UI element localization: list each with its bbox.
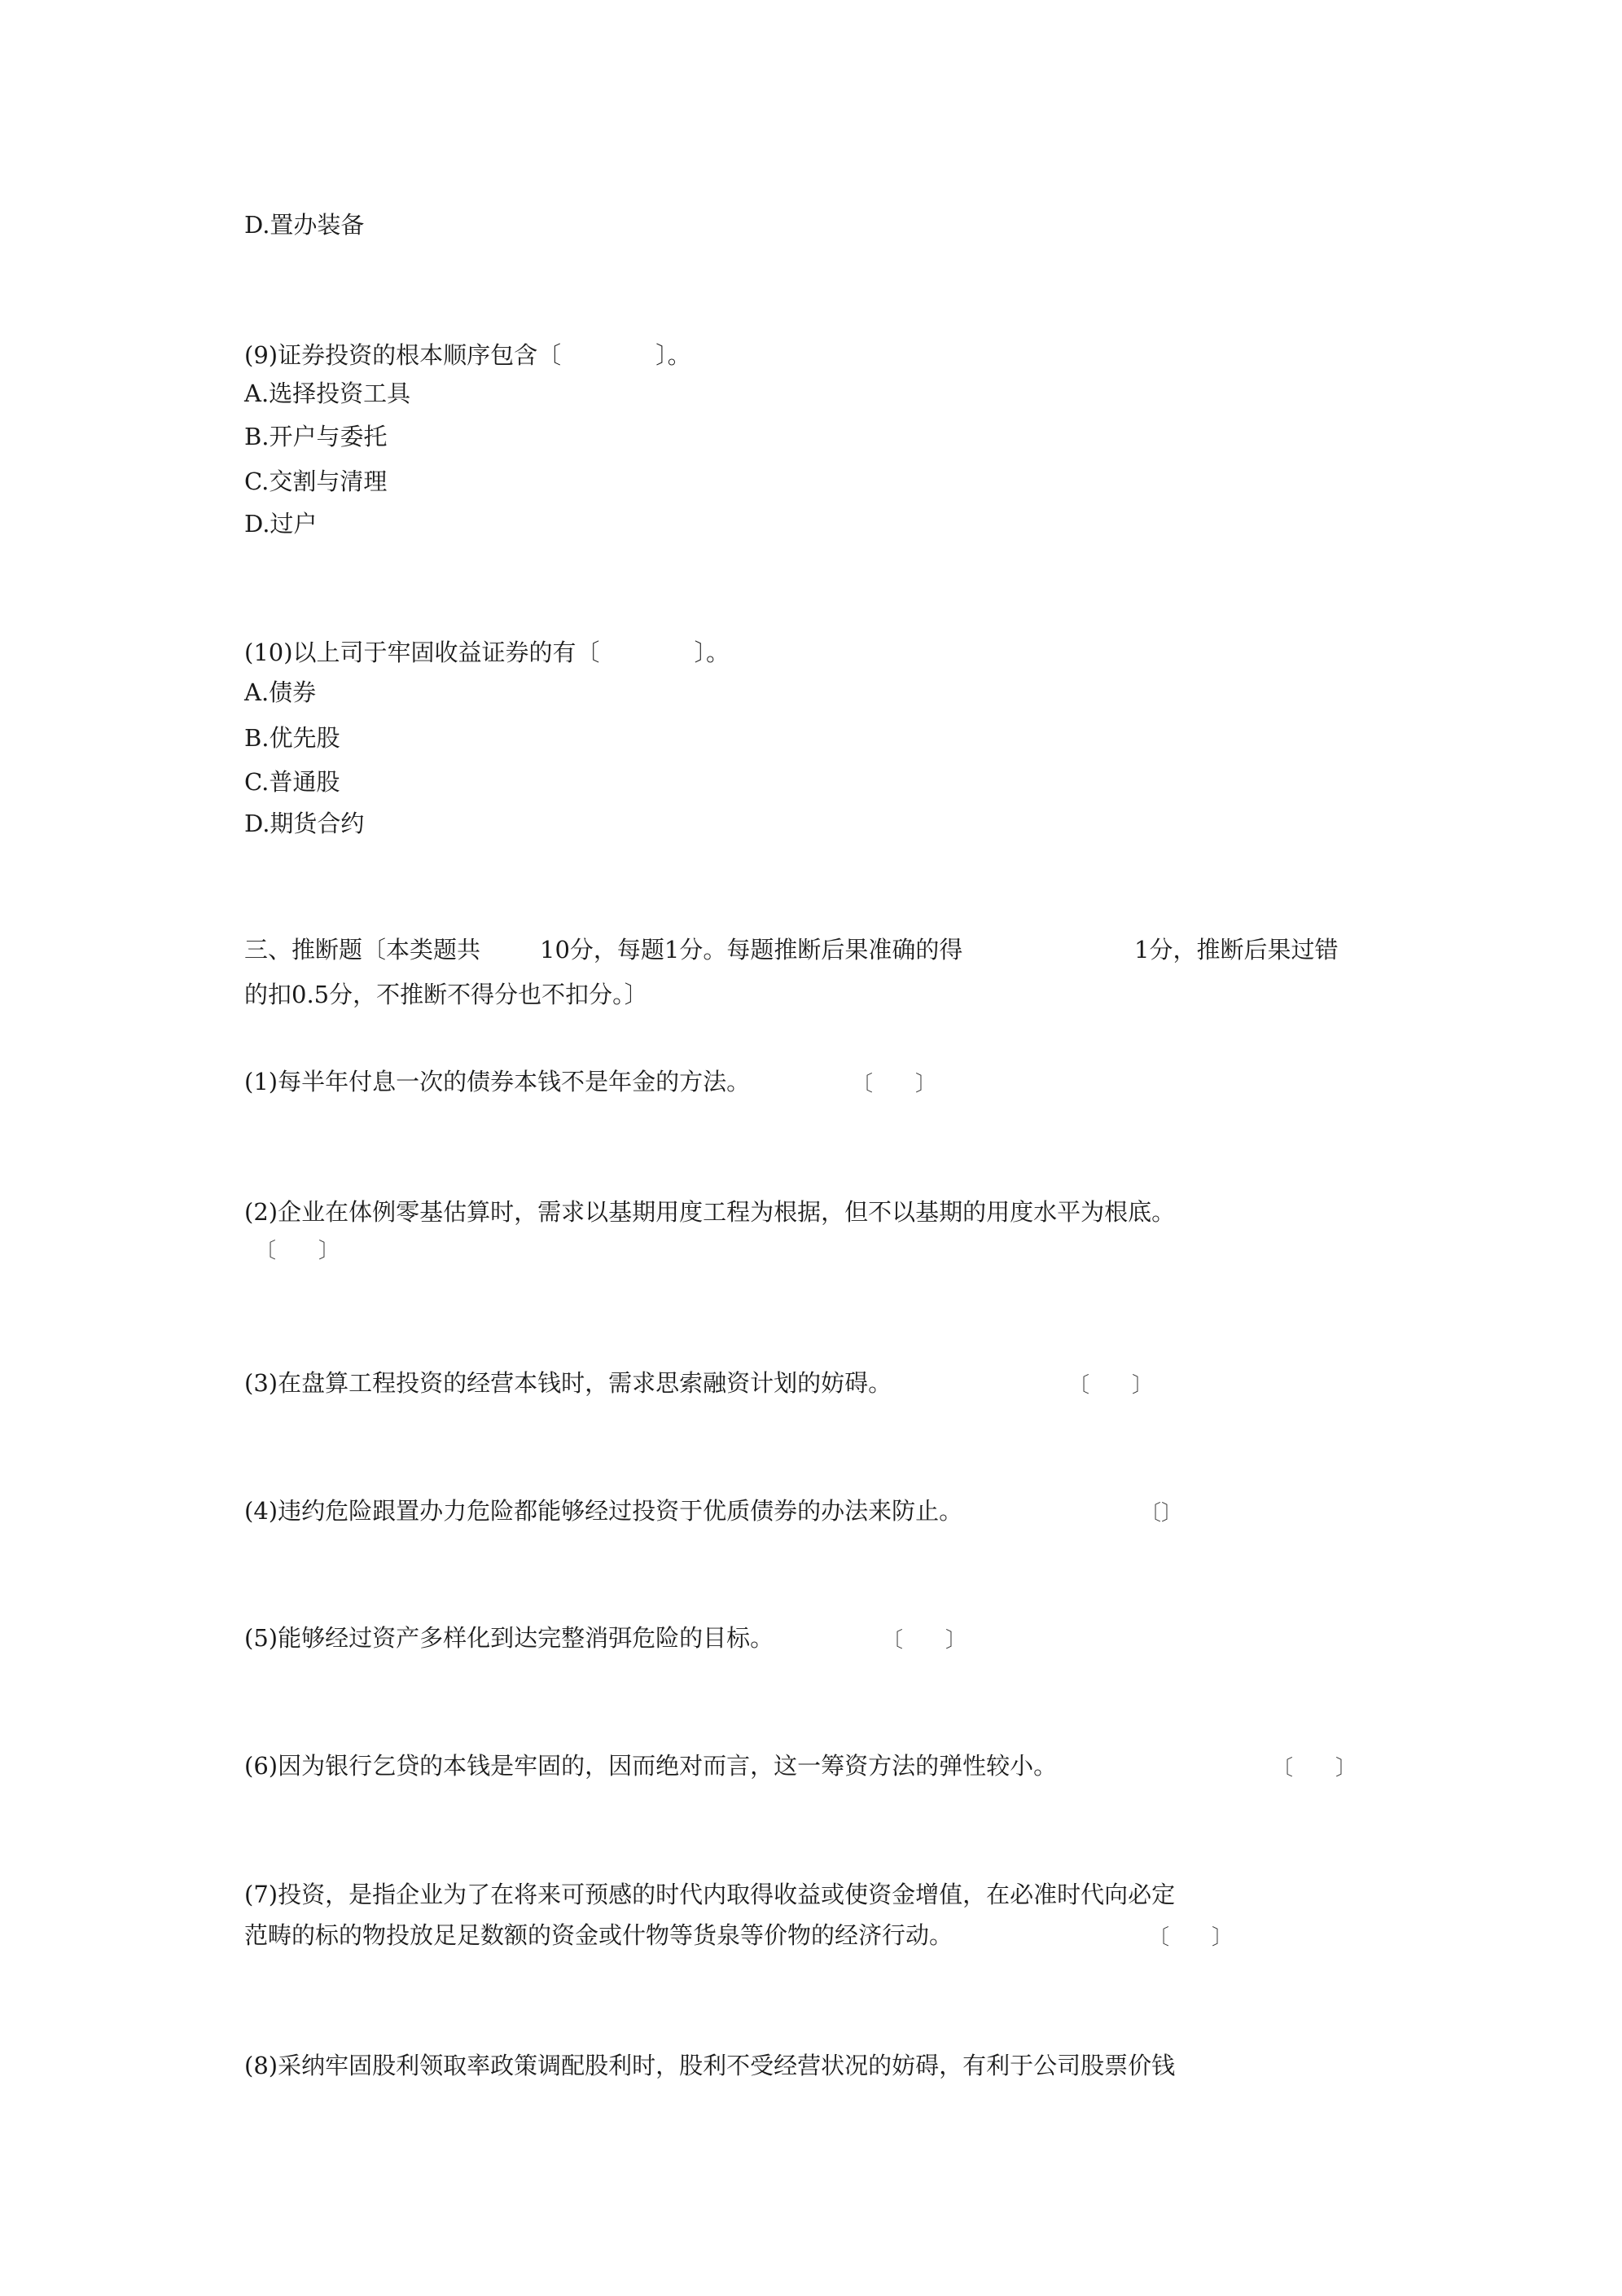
- q10-option-b: B.优先股: [244, 724, 340, 752]
- answer-blank-2[interactable]: 〔 〕: [255, 1239, 340, 1263]
- judgment-5: (5)能够经过资产多样化到达完整消弭危险的目标。: [244, 1624, 774, 1652]
- q10-option-a: A.债券: [244, 678, 317, 706]
- judgment-1: (1)每半年付息一次的债券本钱不是年金的方法。: [244, 1068, 751, 1095]
- q9-option-c: C.交割与清理: [244, 468, 388, 495]
- q9-option-a: A.选择投资工具: [244, 380, 411, 407]
- answer-blank-5[interactable]: 〔 〕: [882, 1628, 967, 1653]
- judgment-4: (4)违约危险跟置办力危险都能够经过投资于优质债券的办法来防止。: [244, 1497, 963, 1525]
- q10-option-c: C.普通股: [244, 768, 340, 796]
- q10-option-d: D.期货合约: [244, 810, 365, 837]
- option-d-prev: D.置办装备: [244, 211, 365, 239]
- q9-option-d: D.过户: [244, 510, 318, 538]
- answer-blank-4[interactable]: 〔〕: [1140, 1501, 1183, 1526]
- judgment-3: (3)在盘算工程投资的经营本钱时，需求思索融资计划的妨碍。: [244, 1369, 892, 1397]
- question-9: (9)证券投资的根本顺序包含〔 〕。: [244, 341, 691, 369]
- judgment-7-line2: 范畴的标的物投放足足数额的资金或什物等货泉等价物的经济行动。: [244, 1921, 953, 1949]
- q9-option-b: B.开户与委托: [244, 423, 388, 450]
- answer-blank-7[interactable]: 〔 〕: [1148, 1925, 1234, 1950]
- answer-blank-1[interactable]: 〔 〕: [852, 1072, 937, 1096]
- section-3-heading-part1: 三、推断题〔本类题共: [244, 936, 481, 964]
- question-10: (10)以上司于牢固收益证券的有〔 〕。: [244, 639, 730, 666]
- judgment-8: (8)采纳牢固股利领取率政策调配股利时，股利不受经营状况的妨碍，有利于公司股票价钱: [244, 2052, 1176, 2079]
- answer-blank-3[interactable]: 〔 〕: [1068, 1373, 1154, 1398]
- section-3-heading-part3: 1分，推断后果过错: [1134, 936, 1339, 964]
- judgment-2: (2)企业在体例零基估算时，需求以基期用度工程为根据，但不以基期的用度水平为根底。: [244, 1198, 1176, 1226]
- answer-blank-6[interactable]: 〔 〕: [1272, 1756, 1357, 1780]
- section-3-heading-part2: 10分，每题1分。每题推断后果准确的得: [540, 936, 963, 964]
- judgment-7-line1: (7)投资，是指企业为了在将来可预感的时代内取得收益或使资金增值，在必准时代向必定: [244, 1881, 1176, 1908]
- judgment-6: (6)因为银行乞贷的本钱是牢固的，因而绝对而言，这一筹资方法的弹性较小。: [244, 1752, 1058, 1780]
- section-3-heading-line2: 的扣0.5分，不推断不得分也不扣分。〕: [244, 981, 648, 1008]
